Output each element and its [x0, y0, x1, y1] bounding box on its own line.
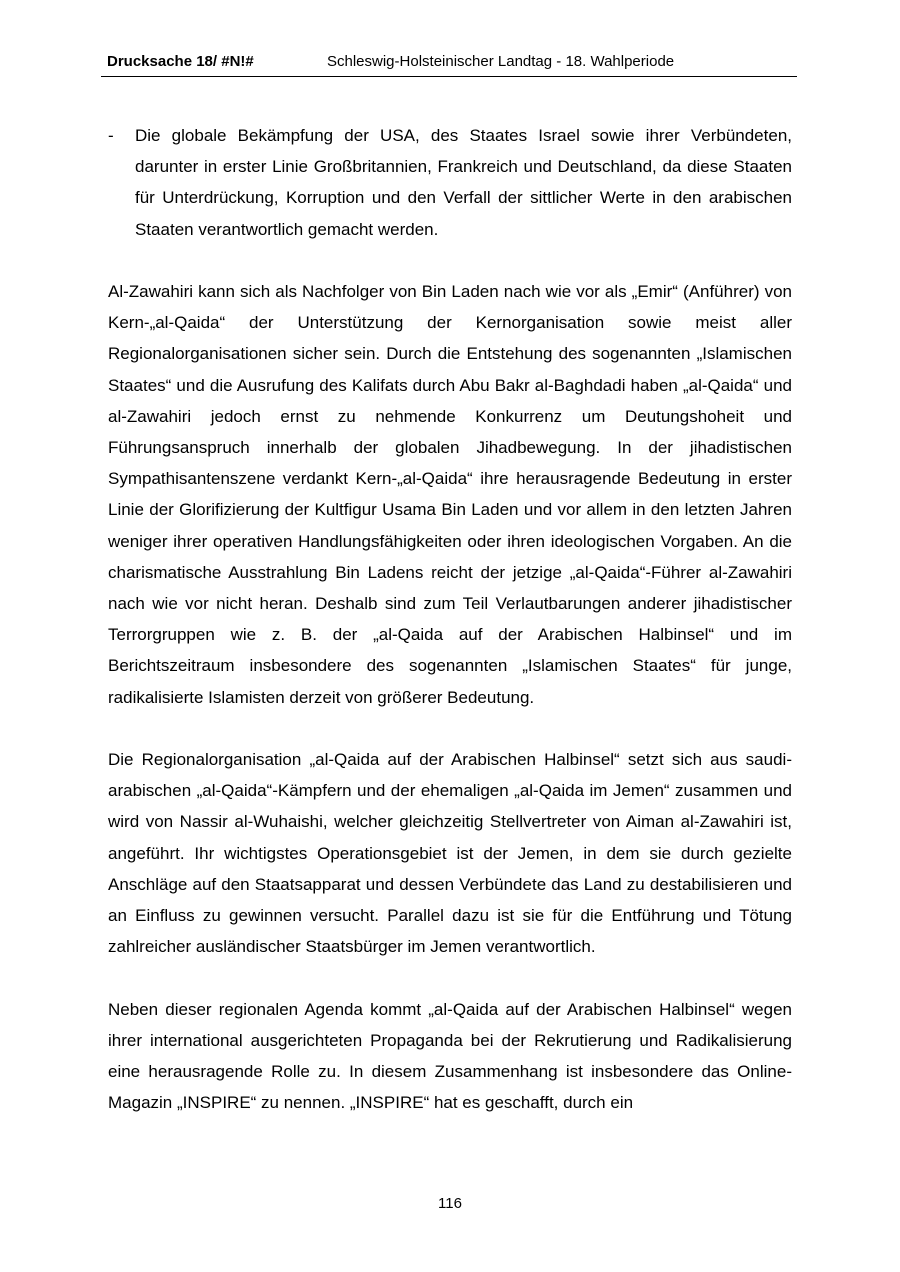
bullet-marker: -	[108, 126, 114, 145]
bullet-item	[108, 120, 792, 245]
page-number: 116	[438, 1195, 462, 1212]
paragraph-regional-organisation: Die Regionalorganisation „al-Qaida auf der Arabischen Halbinsel“ setzt sich aus saudi-arabischen „al-Qaida“-Kämpfern und der ehemaligen „al-Qaida im Jemen“ zusammen und wird von Nassir al-Wuhaishi, welcher gleichzeitig Stellvertreter von Aiman al-Zawahiri ist, angeführt. Ihr wichtigstes Operationsgebiet ist der Jemen, in dem sie durch gezielte Anschläge auf den Staatsapparat und dessen Verbündete das Land zu destabilisieren und an Einfluss zu gewinnen versucht. Parallel dazu ist sie für die Entführung und Tötung zahlreicher ausländischer Staatsbürger im Jemen verantwortlich.	[108, 750, 792, 957]
document-number: Drucksache 18/ #N!#	[107, 53, 254, 70]
paragraph-inspire: Neben dieser regionalen Agenda kommt „al-Qaida auf der Arabischen Halbinsel“ wegen ihrer international ausgerichteten Propaganda bei der Rekrutierung und Radikalisierung eine herausragende Rolle zu. In diesem Zusammenhang ist insbesondere das Online-Magazin „INSPIRE“ zu nennen. „INSPIRE“ hat es geschafft, durch ein	[108, 999, 792, 1113]
bullet-text: Die globale Bekämpfung der USA, des Staates Israel sowie ihrer Verbündeten, darunter in erster Linie Großbritannien, Frankreich und Deutschland, da diese Staaten für Unterdrückung, Korruption und den Verfall der sittlicher Werte in den arabischen Staaten verantwortlich gemacht werden.	[135, 126, 792, 239]
paragraph-zawahiri: Al-Zawahiri kann sich als Nachfolger von Bin Laden nach wie vor als „Emir“ (Anführer) von Kern-„al-Qaida“ der Unterstützung der Kernorganisation sowie meist aller Regionalorganisationen sicher sein. Durch die Entstehung des sogenannten „Islamischen Staates“ und die Ausrufung des Kalifats durch Abu Bakr al-Baghdadi haben „al-Qaida“ und al-Zawahiri jedoch ernst zu nehmende Konkurrenz um Deutungshoheit und Führungsanspruch innerhalb der globalen Jihadbewegung. In der jihadistischen Sympathisantenszene verdankt Kern-„al-Qaida“ ihre herausragende Bedeutung in erster Linie der Glorifizierung der Kultfigur Usama Bin Laden und vor allem in den letzten Jahren weniger ihrer operativen Handlungsfähigkeiten oder ihren ideologischen Vorgaben. An die charismatische Ausstrahlung Bin Ladens reicht der jetzige „al-Qaida“-Führer al-Zawahiri nach wie vor nicht heran. Deshalb sind zum Teil Verlautbarungen anderer jihadistischer Terrorgruppen wie z. B. der „al-Qaida auf der Arabischen Halbinsel“ und im Berichtszeitraum insbesondere des sogenannten „Islamischen Staates“ für junge, radikalisierte Islamisten derzeit von größerer Bedeutung.	[108, 282, 792, 707]
page-header	[101, 50, 797, 77]
parliament-title: Schleswig-Holsteinischer Landtag - 18. Wahlperiode	[327, 53, 675, 70]
page-body	[108, 120, 792, 1118]
